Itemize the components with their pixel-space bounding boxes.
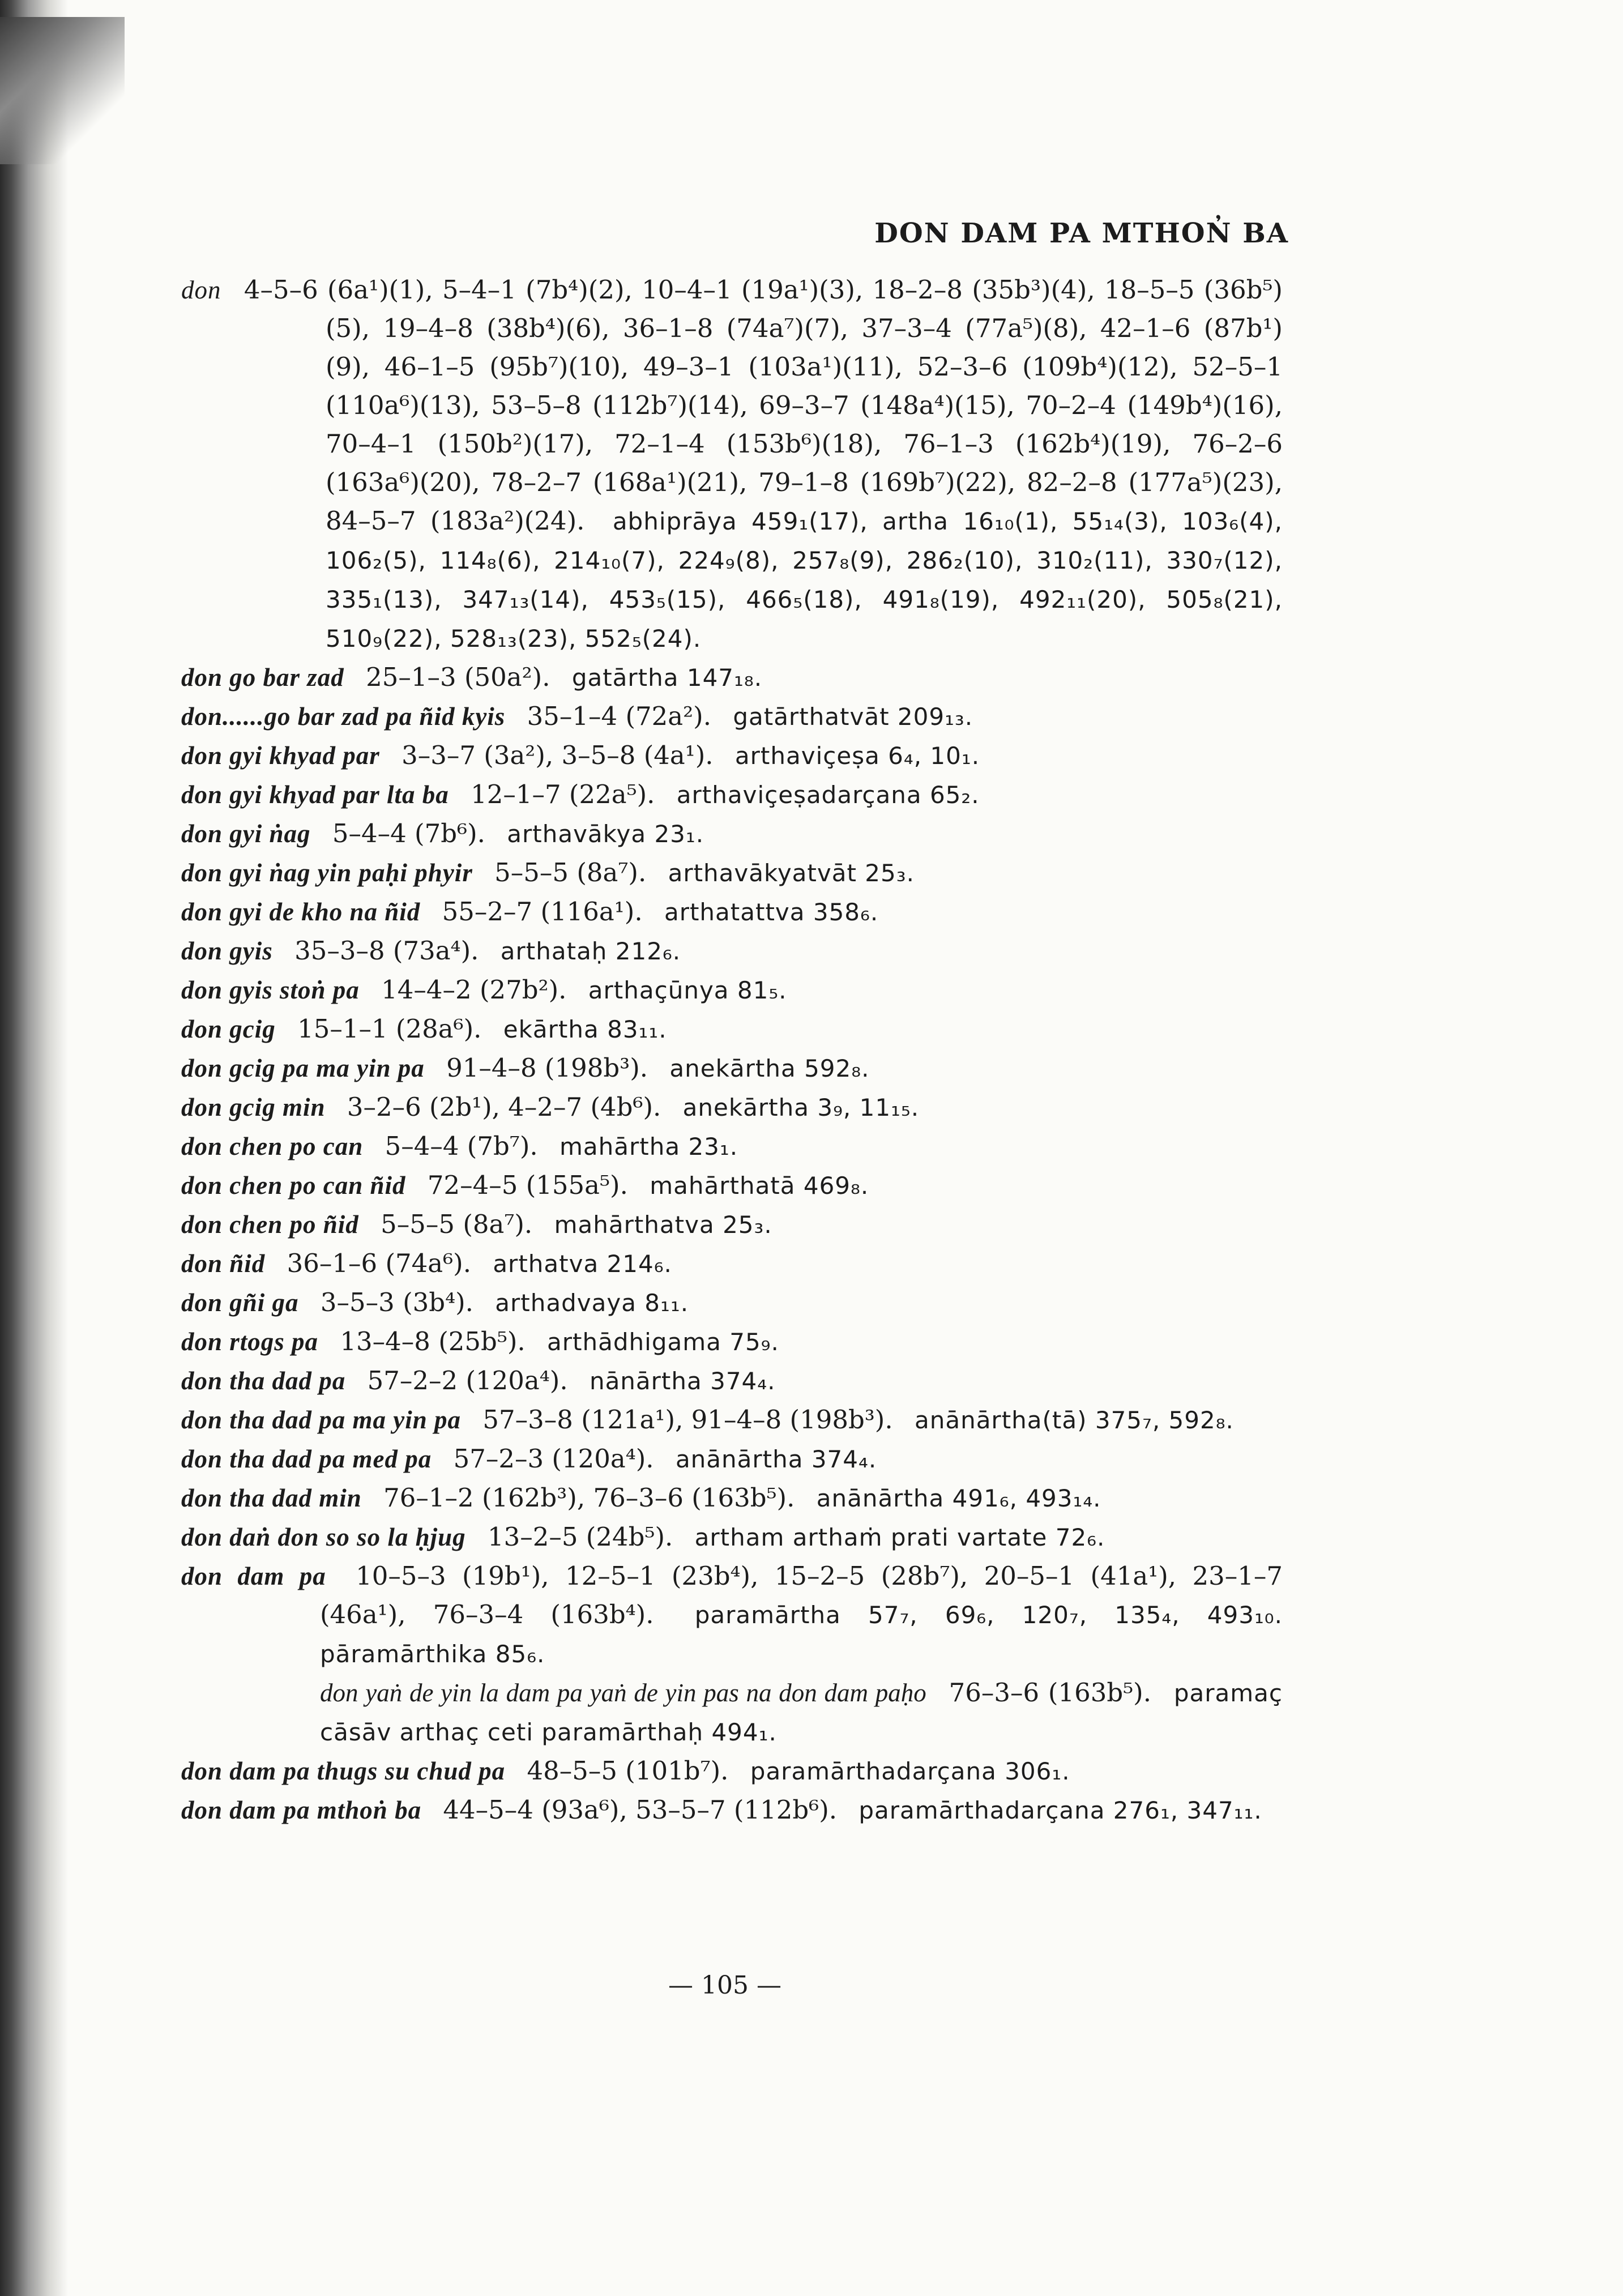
- entry-headword: don gcig pa ma yin pa: [181, 1054, 425, 1082]
- entry-headword: don gyi khyad par: [181, 741, 380, 770]
- entry-references: 5–5–5 (8a⁷).: [494, 857, 647, 887]
- running-head: DON DAM PA MTHON̓ BA: [874, 217, 1289, 249]
- entry-sanskrit: anānārtha 491₆, 493₁₄.: [816, 1484, 1101, 1512]
- entry: [181, 1244, 1283, 1283]
- entry-references: 57–2–2 (120a⁴).: [367, 1365, 568, 1395]
- entry-headword: don......go bar zad pa ñid kyis: [181, 702, 506, 731]
- entry-sanskrit: artham arthaṁ prati vartate 72₆.: [694, 1523, 1105, 1551]
- entry: [181, 893, 1283, 932]
- entry-sanskrit: arthadvaya 8₁₁.: [495, 1289, 689, 1317]
- entry-headword: don gyi de kho na ñid: [181, 898, 421, 926]
- entry: [181, 1752, 1283, 1791]
- entry-headword: don rtogs pa: [181, 1328, 319, 1356]
- entry: [181, 1479, 1283, 1518]
- entry: [181, 1362, 1283, 1401]
- entry-headword: don go bar zad: [181, 663, 344, 692]
- entry-sanskrit: nānārtha 374₄.: [589, 1367, 776, 1395]
- entry: [181, 697, 1283, 736]
- sub-references: 76–3–6 (163b⁵).: [949, 1678, 1152, 1708]
- entry-sub-quotation: [181, 1674, 1283, 1752]
- entry: [181, 1440, 1283, 1479]
- entry: [181, 1791, 1283, 1830]
- book-binding-shadow: [0, 0, 68, 2296]
- entry: [181, 1205, 1283, 1244]
- entry-sanskrit: arthavākyatvāt 25₃.: [668, 859, 915, 887]
- entry-headword: don daṅ don so so la ḥjug: [181, 1523, 466, 1551]
- entry-headword: don tha dad pa med pa: [181, 1445, 432, 1473]
- entry: [181, 1283, 1283, 1322]
- entry: [181, 1049, 1283, 1088]
- entry: [181, 658, 1283, 697]
- entry-references: 5–4–4 (7b⁶).: [332, 818, 485, 848]
- entry: [181, 736, 1283, 775]
- entry-references: 3–3–7 (3a²), 3–5–8 (4a¹).: [402, 740, 714, 770]
- entry-references: 4–5–6 (6a¹)(1), 5–4–1 (7b⁴)(2), 10–4–1 (19a¹)(3), 18–2–8 (35b³)(4), 18–5–5 (36b⁵)(5), 19–4–8 (38b⁴)(6), 36–1–8 (74a⁷)(7), 37–3–4 (77a⁵)(8), 42–1–6 (87b¹)(9), 46–1–5 (95b⁷)(10), 49–3–1 (103a¹)(11), 52–3–6 (109b⁴)(12), 52–5–1 (110a⁶)(13), 53–5–8 (112b⁷)(14), 69–3–7 (148a⁴)(15), 70–2–4 (149b⁴)(16), 70–4–1 (150b²)(17), 72–1–4 (153b⁶)(18), 76–1–3 (162b⁴)(19), 76–2–6 (163a⁶)(20), 78–2–7 (168a¹)(21), 79–1–8 (169b⁷)(22), 82–2–8 (177a⁵)(23), 84–5–7 (183a²)(24).: [244, 275, 1283, 536]
- entry-headword: don dam pa: [181, 1562, 326, 1590]
- entry-sanskrit: arthatva 214₆.: [493, 1250, 672, 1278]
- entry-headword: don chen po can ñid: [181, 1171, 406, 1200]
- entry-references: 5–4–4 (7b⁷).: [385, 1131, 538, 1161]
- entry-references: 57–3–8 (121a¹), 91–4–8 (198b³).: [482, 1405, 893, 1435]
- entry-headword: don tha dad pa ma yin pa: [181, 1406, 462, 1434]
- entry: [181, 814, 1283, 853]
- entry-headword: don gyis: [181, 937, 273, 965]
- entry: [181, 1322, 1283, 1362]
- entry-references: 5–5–5 (8a⁷).: [381, 1209, 533, 1239]
- entry-headword: don gyi khyad par lta ba: [181, 780, 449, 809]
- entry-headword: don gñi ga: [181, 1288, 299, 1317]
- entry-sanskrit: abhiprāya 459₁(17), artha 16₁₀(1), 55₁₄(3), 103₆(4), 106₂(5), 114₈(6), 214₁₀(7), 224₉(8), 257₈(9), 286₂(10), 310₂(11), 330₇(12), 335₁(13), 347₁₃(14), 453₅(15), 466₅(18), 491₈(19), 492₁₁(20), 505₈(21), 510₉(22), 528₁₃(23), 552₅(24).: [326, 507, 1283, 652]
- entry-sanskrit: mahārthatva 25₃.: [554, 1211, 772, 1239]
- entry-references: 35–1–4 (72a²).: [527, 701, 712, 731]
- entry-references: 72–4–5 (155a⁵).: [427, 1170, 628, 1200]
- entry-sanskrit: arthavākya 23₁.: [507, 820, 704, 848]
- entry-sanskrit: paramārtha 57₇, 69₆, 120₇, 135₄, 493₁₀. pāramārthika 85₆.: [320, 1601, 1283, 1668]
- entry-sanskrit: anekārtha 592₈.: [669, 1055, 870, 1082]
- entry-references: 12–1–7 (22a⁵).: [471, 779, 655, 809]
- entry-references: 15–1–1 (28a⁶).: [297, 1014, 482, 1044]
- entry-don-dam-pa: [181, 1557, 1283, 1674]
- entry-headword: don ñid: [181, 1249, 266, 1278]
- sub-tibetan: don yaṅ de yin la dam pa yaṅ de yin pas na don dam paḥo: [320, 1679, 926, 1707]
- entry-sanskrit: arthaviçeṣa 6₄, 10₁.: [734, 742, 980, 770]
- entry: [181, 1401, 1283, 1440]
- sub-sanskrit: paramaç cāsāv arthaç ceti paramārthaḥ 494₁.: [320, 1679, 1283, 1746]
- page-number: — 105 —: [668, 1971, 781, 2000]
- entry: [181, 1010, 1283, 1049]
- entry-references: 57–2–3 (120a⁴).: [453, 1444, 654, 1474]
- entry-headword: don dam pa thugs su chud pa: [181, 1757, 506, 1785]
- entry-headword: don gyi ṅag yin paḥi phyir: [181, 859, 473, 887]
- entry: [181, 1518, 1283, 1557]
- entry-sanskrit: paramārthadarçana 306₁.: [750, 1757, 1070, 1785]
- entry: [181, 775, 1283, 814]
- entry-references: 35–3–8 (73a⁴).: [294, 936, 479, 966]
- entry-sanskrit: gatārthatvāt 209₁₃.: [733, 703, 973, 731]
- entry-references: 13–2–5 (24b⁵).: [487, 1522, 673, 1552]
- entry-headword: don gyi ṅag: [181, 820, 311, 848]
- entry-headword: don tha dad min: [181, 1484, 362, 1512]
- entry-sanskrit: arthaçūnya 81₅.: [588, 976, 787, 1004]
- entry-headword: don chen po can: [181, 1132, 364, 1160]
- entry-sanskrit: arthaviçeṣadarçana 65₂.: [676, 781, 980, 809]
- entry-sanskrit: anānārtha 374₄.: [675, 1445, 877, 1473]
- entry-sanskrit: anekārtha 3₉, 11₁₅.: [682, 1094, 920, 1121]
- entry-headword: don gcig min: [181, 1093, 326, 1121]
- book-binding-corner: [0, 17, 125, 164]
- entry-headword: don chen po ñid: [181, 1210, 359, 1239]
- entry-sanskrit: paramārthadarçana 276₁, 347₁₁.: [859, 1796, 1262, 1824]
- entry-headword: don gcig: [181, 1015, 276, 1043]
- dictionary-entries: [181, 271, 1283, 1830]
- entry-headword: don dam pa mthoṅ ba: [181, 1796, 422, 1824]
- entry-references: 10–5–3 (19b¹), 12–5–1 (23b⁴), 15–2–5 (28b⁷), 20–5–1 (41a¹), 23–1–7 (46a¹), 76–3–4 (163b⁴).: [320, 1561, 1283, 1629]
- entry-references: 3–5–3 (3b⁴).: [320, 1287, 473, 1317]
- entry: [181, 1166, 1283, 1205]
- entry-references: 3–2–6 (2b¹), 4–2–7 (4b⁶).: [347, 1092, 661, 1122]
- entry-sanskrit: ekārtha 83₁₁.: [503, 1015, 667, 1043]
- entry-sanskrit: mahārthatā 469₈.: [650, 1172, 869, 1200]
- entry-references: 91–4–8 (198b³).: [446, 1053, 648, 1083]
- entry-sanskrit: anānārtha(tā) 375₇, 592₈.: [914, 1406, 1234, 1434]
- entry: [181, 853, 1283, 893]
- entry-references: 44–5–4 (93a⁶), 53–5–7 (112b⁶).: [443, 1795, 838, 1825]
- entry-references: 48–5–5 (101b⁷).: [527, 1756, 729, 1786]
- entry-sanskrit: arthādhigama 75₉.: [547, 1328, 779, 1356]
- entry: [181, 971, 1283, 1010]
- entry: [181, 1127, 1283, 1166]
- entry-don: [181, 271, 1283, 658]
- entry-headword: don: [181, 276, 221, 304]
- entry-headword: don tha dad pa: [181, 1367, 346, 1395]
- entry: [181, 1088, 1283, 1127]
- entry: [181, 932, 1283, 971]
- entry-sanskrit: gatārtha 147₁₈.: [571, 664, 763, 692]
- entry-references: 14–4–2 (27b²).: [381, 975, 567, 1005]
- entry-headword: don gyis stoṅ pa: [181, 976, 360, 1004]
- entry-references: 55–2–7 (116a¹).: [442, 897, 643, 927]
- entry-references: 25–1–3 (50a²).: [366, 662, 550, 692]
- entry-references: 36–1–6 (74a⁶).: [287, 1248, 471, 1278]
- entry-sanskrit: arthatattva 358₆.: [664, 898, 879, 926]
- entry-sanskrit: mahārtha 23₁.: [559, 1133, 738, 1160]
- entry-references: 13–4–8 (25b⁵).: [340, 1326, 526, 1356]
- entry-sanskrit: arthataḥ 212₆.: [500, 937, 681, 965]
- entry-references: 76–1–2 (162b³), 76–3–6 (163b⁵).: [383, 1483, 795, 1513]
